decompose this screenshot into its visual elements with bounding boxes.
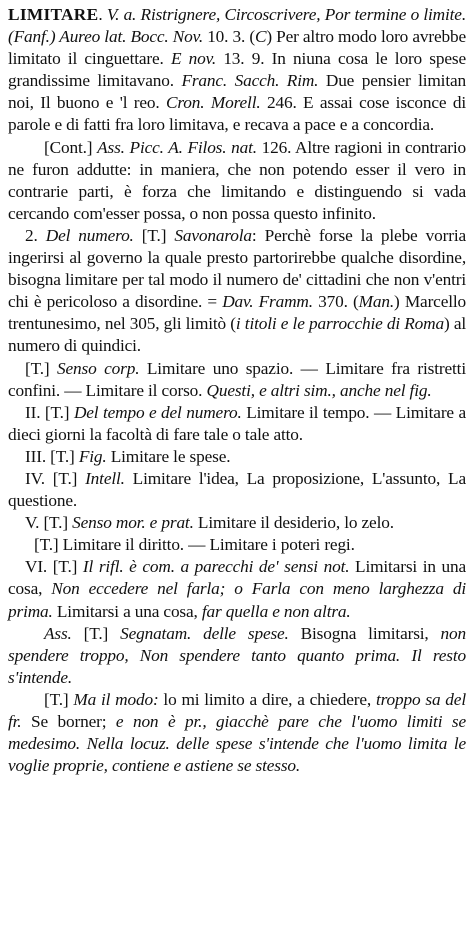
text-segment: Cron. Morell. — [165, 93, 261, 113]
text-segment: Limitare uno spazio. — Limitare fra ristretti confini. — Limitare il corso. — [8, 358, 466, 400]
text-segment: non spendere troppo, Non spendere tanto quanto prima. Il resto s'intende. — [8, 623, 466, 687]
text-segment: Se borner; — [21, 712, 116, 731]
entry-paragraph — [8, 468, 466, 512]
text-segment: II. [T.] — [25, 402, 74, 422]
entry-paragraph — [8, 556, 466, 622]
text-segment: [T.] Limitare il diritto. — Limitare i poteri regi. — [34, 535, 355, 555]
entry-paragraph — [8, 512, 466, 534]
text-segment: Limitare le spese. — [106, 446, 231, 466]
headword: LIMITARE — [8, 5, 99, 24]
text-segment: E nov. — [170, 49, 217, 69]
text-segment: V. [T.] — [25, 513, 73, 533]
text-segment: : Perchè forse la plebe vorria ingerirsi al governo la quale presto partorirebbe qualche disordine, bisogna limitare per tal modo il numero de' cittadini che non v'entri chi è pericoloso a disordine. = — [8, 225, 467, 312]
text-segment: C — [254, 27, 267, 47]
dictionary-entry — [8, 4, 466, 777]
text-segment: 13. 9. In niuna cosa le loro spese grandissime limitavano. — [8, 49, 466, 91]
text-segment: Savonarola — [174, 225, 252, 245]
entry-paragraph — [8, 4, 466, 137]
text-segment: e non è pr., giacchè pare che l'uomo limiti se medesimo. Nella locuz. delle spese s'intende che l'uomo limita le voglie proprie, contiene e astiene se stesso. — [8, 712, 466, 776]
text-segment: IV. [T.] — [25, 468, 86, 488]
entry-paragraph — [8, 137, 466, 225]
entry-paragraph — [8, 358, 466, 402]
text-segment: [T.] — [25, 358, 58, 378]
text-segment: Limitarsi in una cosa, — [8, 557, 466, 599]
text-segment: Limitare l'idea, La proposizione, L'assunto, La questione. — [8, 468, 466, 511]
text-segment: far quella e non altra. — [201, 601, 351, 621]
entry-paragraph — [8, 534, 466, 556]
text-segment: V. a. Ristrignere, Circoscrivere, Por termine o limite. (Fanf.) Aureo lat. Bocc. Nov. — [8, 5, 466, 47]
text-segment: 246. E assai cose isconce di parole e di fatti fra loro limitava, e recava a pace e a concordia. — [8, 93, 466, 135]
text-segment: 370. ( — [312, 292, 359, 312]
text-segment: 126. Altre ragioni in contrario ne furon addutte: in maniera, che non potendo esser il vero in contrarie parti, è forza che limitando e distinguendo si vada cercando com'esser possa, o non possa questo infinito. — [8, 137, 466, 223]
text-segment: ) Per altro modo loro avrebbe limitato il cinguettare. — [8, 27, 466, 69]
text-segment: Senso mor. e prat. — [72, 513, 194, 533]
text-segment: [T.] — [44, 689, 74, 709]
text-segment: ) al numero di quindici. — [8, 314, 467, 356]
entry-paragraph — [8, 623, 466, 689]
text-segment: Limitarsi a una cosa, — [52, 601, 202, 621]
text-segment: [T.] — [133, 225, 175, 245]
text-segment: Franc. Sacch. Rim. — [181, 71, 319, 91]
text-segment: ) Marcello trentunesimo, nel 305, gli limitò ( — [8, 292, 467, 334]
text-segment: Due pensier limitan noi, Il buono e 'l reo. — [8, 71, 466, 113]
text-segment: i titoli e le parrocchie di Roma — [235, 314, 444, 334]
entry-paragraph — [8, 689, 466, 777]
text-segment: Dav. Framm. — [222, 292, 313, 312]
text-segment: Ass. Picc. A. Filos. nat. — [97, 137, 257, 157]
text-segment: Senso corp. — [57, 358, 140, 378]
entry-paragraph — [8, 402, 466, 446]
entry-paragraph — [8, 225, 466, 358]
text-segment: . — [98, 5, 107, 24]
text-segment: Limitare il tempo. — Limitare a dieci giorni la facoltà di fare tale o tale atto. — [8, 402, 467, 444]
text-segment: troppo sa del fr. — [8, 689, 466, 731]
text-segment: III. [T.] — [25, 446, 79, 466]
text-segment: 10. 3. ( — [203, 27, 255, 47]
text-segment: Del numero. — [45, 225, 134, 245]
text-segment: Segnatam. delle spese. — [120, 623, 289, 643]
text-segment: [T.] — [71, 623, 121, 643]
entry-paragraph — [8, 446, 466, 468]
text-segment: Fig. — [78, 446, 107, 466]
text-segment: Ma il modo: — [73, 689, 159, 709]
text-segment: [Cont.] — [44, 137, 98, 157]
text-segment: Questi, e altri sim., anche nel fig. — [206, 380, 432, 400]
text-segment: Il rifl. è com. a parecchi de' sensi not. — [82, 557, 350, 577]
text-segment: Ass. — [44, 623, 72, 643]
text-segment: Man. — [358, 292, 395, 312]
text-segment: Limitare il desiderio, lo zelo. — [193, 513, 394, 533]
text-segment: Bisogna limitarsi, — [288, 623, 441, 643]
text-segment: Non eccedere nel farla; o Farla con meno larghezza di prima. — [8, 579, 466, 621]
text-segment: lo mi limito a dire, a chiedere, — [158, 689, 376, 709]
text-segment: 2. — [25, 225, 46, 245]
text-segment: VI. [T.] — [25, 557, 83, 577]
text-segment: Intell. — [85, 468, 125, 488]
text-segment: Del tempo e del numero. — [73, 402, 242, 422]
